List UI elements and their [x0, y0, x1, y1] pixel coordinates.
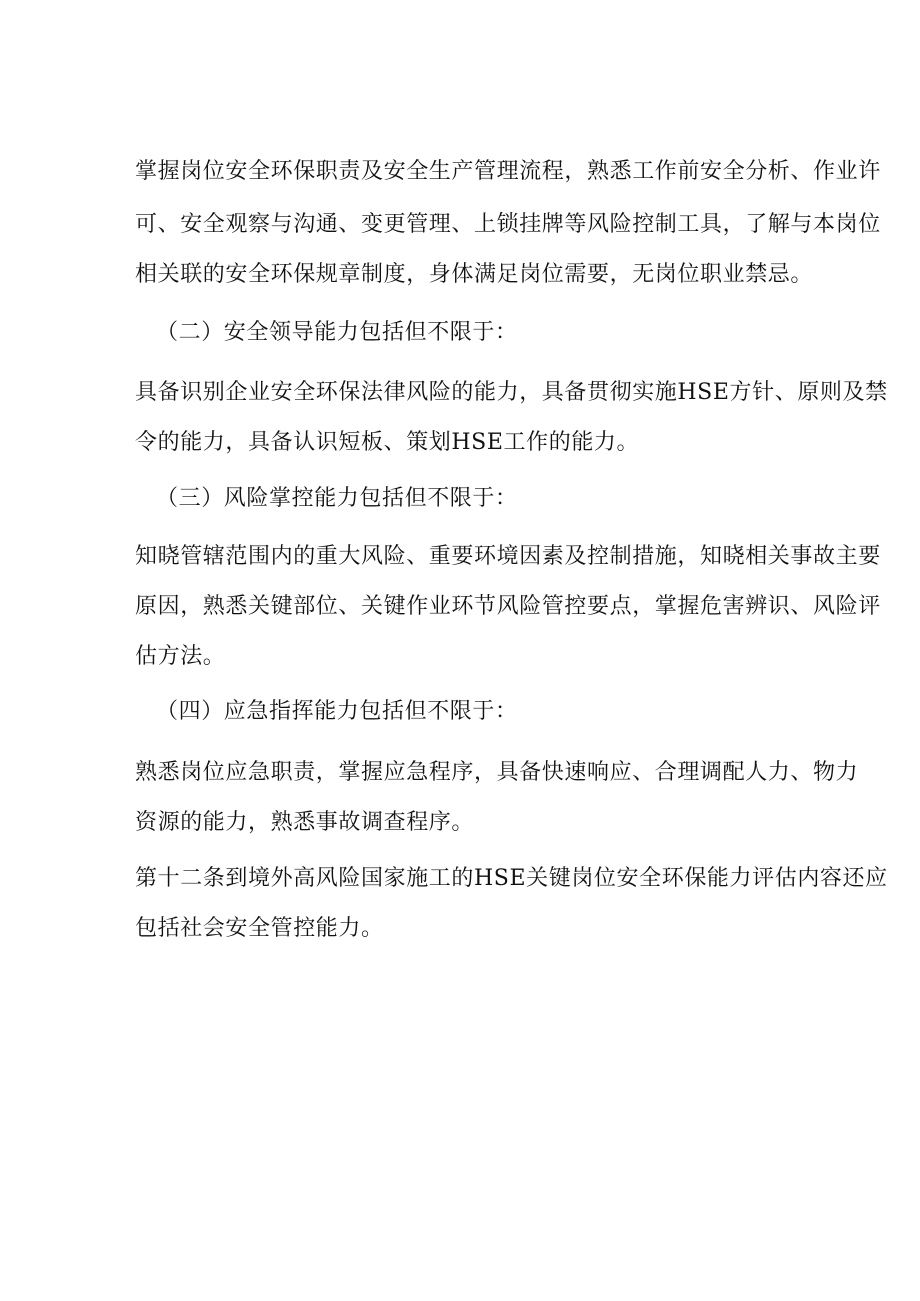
- article-12-line-1: 第十二条到境外高风险国家施工的HSE关键岗位安全环保能力评估内容还应: [135, 866, 888, 891]
- paragraph-leadership-line-2: 令的能力，具备认识短板、策划HSE工作的能力。: [135, 430, 640, 455]
- section-heading-leadership: （二）安全领导能力包括但不限于：: [156, 320, 518, 345]
- paragraph-risk-control-line-3: 估方法。: [135, 644, 226, 669]
- paragraph-emergency-line-2: 资源的能力，熟悉事故调查程序。: [135, 810, 475, 835]
- article-12-line-2: 包括社会安全管控能力。: [135, 916, 384, 941]
- paragraph-risk-control-line-2: 原因，熟悉关键部位、关键作业环节风险管控要点，掌握危害辨识、风险评: [135, 594, 881, 619]
- paragraph-leadership-line-1: 具备识别企业安全环保法律风险的能力，具备贯彻实施HSE方针、原则及禁: [135, 380, 888, 405]
- section-heading-risk-control: （三）风险掌控能力包括但不限于：: [156, 486, 518, 511]
- paragraph-basic-requirements-line-3: 相关联的安全环保规章制度，身体满足岗位需要，无岗位职业禁忌。: [135, 262, 814, 287]
- paragraph-risk-control-line-1: 知晓管辖范围内的重大风险、重要环境因素及控制措施，知晓相关事故主要: [135, 544, 881, 569]
- paragraph-basic-requirements-line-1: 掌握岗位安全环保职责及安全生产管理流程，熟悉工作前安全分析、作业许: [135, 159, 881, 184]
- paragraph-basic-requirements-line-2: 可、安全观察与沟通、变更管理、上锁挂牌等风险控制工具，了解与本岗位: [135, 212, 881, 237]
- paragraph-emergency-line-1: 熟悉岗位应急职责，掌握应急程序，具备快速响应、合理调配人力、物力: [135, 760, 859, 785]
- section-heading-emergency-command: （四）应急指挥能力包括但不限于：: [156, 699, 518, 724]
